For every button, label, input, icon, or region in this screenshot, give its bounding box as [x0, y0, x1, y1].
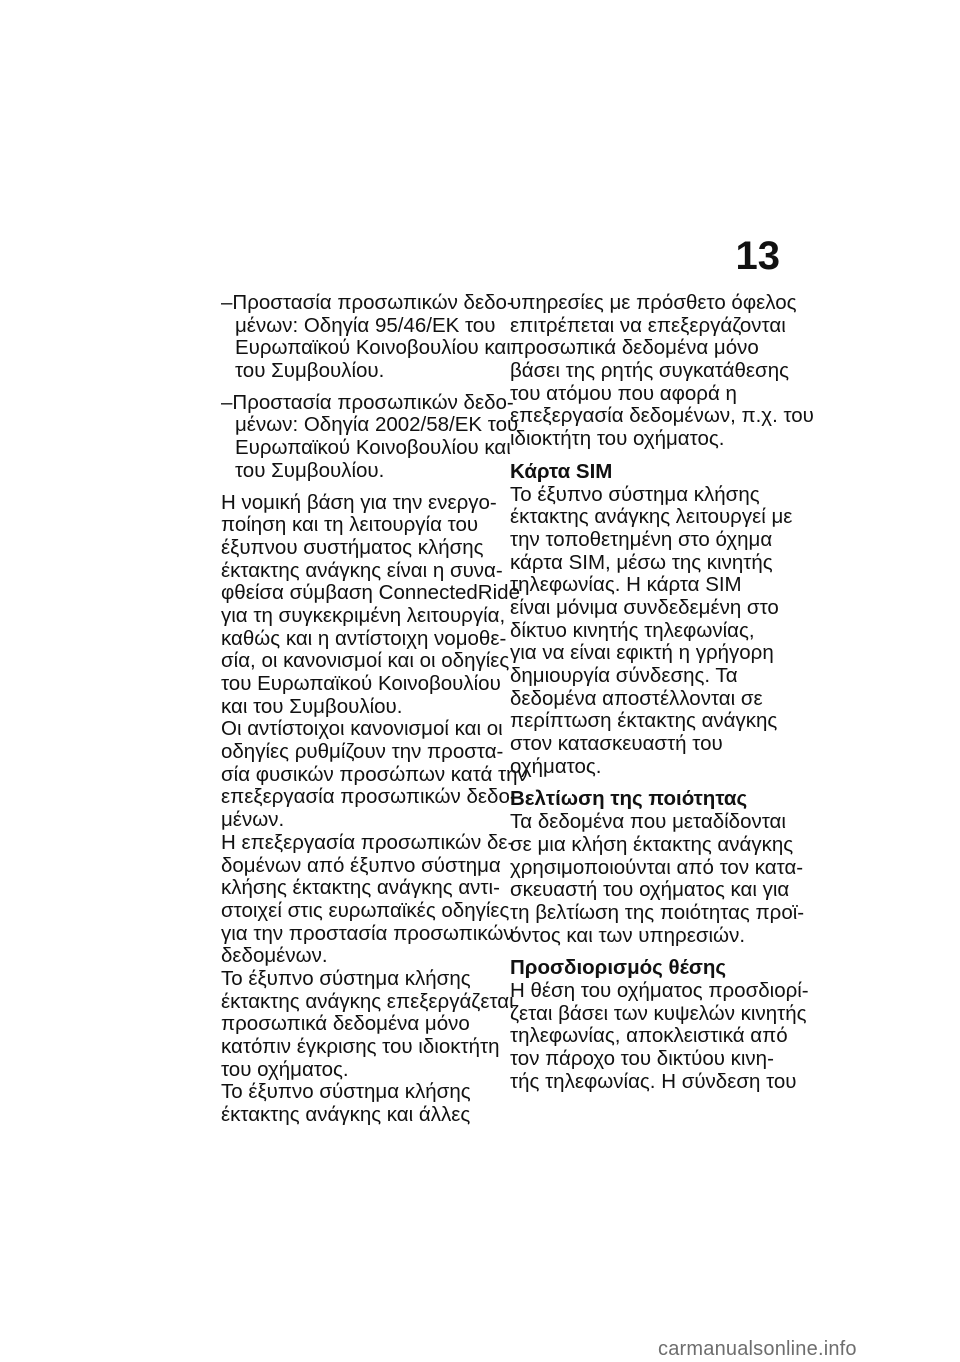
text-line: έκτακτης ανάγκης είναι η συνα- [221, 558, 503, 582]
text-line: του οχήματος. [221, 1057, 349, 1081]
text-line: χρησιμοποιούνται από τον κατα- [510, 855, 804, 879]
text-line: Ευρωπαϊκού Κοινοβουλίου και [235, 336, 511, 360]
text-line: δεδομένων. [221, 944, 328, 968]
text-line: προσωπικά δεδομένα μόνο [221, 1012, 470, 1036]
text-line: στοιχεί στις ευρωπαϊκές οδηγίες [221, 898, 510, 922]
watermark: carmanualsonline.info [658, 1338, 857, 1360]
text-line: κάρτα SIM, μέσω της κινητής [510, 550, 773, 574]
text-line: καθώς και η αντίστοιχη νομοθε- [221, 626, 507, 650]
text-line: του Συμβουλίου. [235, 458, 385, 482]
text-line: μένων: Οδηγία 95/46/ΕΚ του [235, 313, 496, 337]
text-line: δημιουργία σύνδεσης. Τα [510, 664, 738, 687]
text-line: είναι μόνιμα συνδεδεμένη στο [510, 595, 779, 619]
text-line: μένων: Οδηγία 2002/58/ΕΚ του [235, 413, 519, 437]
section-heading-location: Προσδιορισμός θέσης [510, 956, 727, 980]
text-line: επιτρέπεται να επεξεργάζονται [510, 313, 786, 337]
section-heading-sim: Κάρτα SIM [510, 459, 613, 483]
text-line: υπηρεσίες με πρόσθετο όφελος [510, 291, 797, 314]
text-line: προσωπικά δεδομένα μόνο [510, 336, 759, 360]
text-line: ζεται βάσει των κυψελών κινητής [510, 1001, 807, 1025]
text-line: Το έξυπνο σύστημα κλήσης [221, 966, 471, 990]
consent-paragraph [510, 291, 814, 451]
text-line: περίπτωση έκτακτης ανάγκης [510, 709, 778, 733]
text-line: Η θέση του οχήματος προσδιορί- [510, 978, 809, 1002]
text-line: έκτακτης ανάγκης λειτουργεί με [510, 505, 793, 529]
text-line: –Προστασία προσωπικών δεδο- [221, 291, 514, 314]
left-column [221, 291, 528, 1127]
legal-basis-paragraph [221, 490, 528, 1127]
text-line: τής τηλεφωνίας. Η σύνδεση του [510, 1069, 797, 1093]
text-line: και του Συμβουλίου. [221, 694, 403, 718]
page-number: 13 [735, 234, 780, 278]
text-line: έξυπνου συστήματος κλήσης [221, 535, 484, 559]
quality-paragraph [510, 810, 805, 947]
text-line: τον πάροχο του δικτύου κινη- [510, 1047, 774, 1070]
text-line: ποίηση και τη λειτουργία του [221, 513, 479, 537]
text-line: δεδομένα αποστέλλονται σε [510, 686, 763, 710]
text-line: κλήσης έκτακτης ανάγκης αντι- [221, 876, 500, 900]
text-line: ιδιοκτήτη του οχήματος. [510, 427, 725, 451]
text-line: για την προστασία προσωπικών [221, 921, 514, 945]
text-line: για να είναι εφικτή η γρήγορη [510, 641, 774, 665]
location-paragraph [510, 978, 809, 1093]
text-line: έκτακτης ανάγκης επεξεργάζεται [221, 989, 514, 1013]
text-line: σκευαστή του οχήματος και για [510, 878, 790, 902]
text-line: δομένων από έξυπνο σύστημα [221, 853, 501, 877]
text-line: βάσει της ρητής συγκατάθεσης [510, 359, 789, 383]
bullet-item-1 [221, 291, 514, 383]
section-heading-quality: Βελτίωση της ποιότητας [510, 787, 748, 811]
text-line: Τα δεδομένα που μεταδίδονται [510, 810, 786, 834]
text-line: σία φυσικών προσώπων κατά την [221, 762, 528, 786]
text-line: για τη συγκεκριμένη λειτουργία, [221, 603, 506, 627]
text-line: έκτακτης ανάγκης και άλλες [221, 1103, 471, 1127]
right-column [510, 291, 814, 1093]
text-line: του ατόμου που αφορά η [510, 381, 737, 405]
text-line: μένων. [221, 808, 285, 832]
text-line: του Ευρωπαϊκού Κοινοβουλίου [221, 672, 501, 695]
text-line: φθείσα σύμβαση ConnectedRide [221, 581, 520, 605]
text-line: σία, οι κανονισμοί και οι οδηγίες [221, 649, 510, 673]
text-line: τη βελτίωση της ποιότητας προϊ- [510, 900, 805, 924]
text-line: επεξεργασία δεδομένων, π.χ. του [510, 404, 814, 428]
text-line: επεξεργασία προσωπικών δεδο- [221, 785, 517, 809]
text-line: Το έξυπνο σύστημα κλήσης [510, 482, 760, 506]
text-line: οδηγίες ρυθμίζουν την προστα- [221, 740, 504, 764]
text-line: σε μια κλήση έκτακτης ανάγκης [510, 832, 794, 856]
text-line: Η επεξεργασία προσωπικών δε- [221, 830, 515, 854]
text-line: δίκτυο κινητής τηλεφωνίας, [510, 618, 755, 642]
text-line: οχήματος. [510, 754, 602, 778]
text-line: όντος και των υπηρεσιών. [510, 923, 746, 947]
text-line: Ευρωπαϊκού Κοινοβουλίου και [235, 436, 511, 460]
text-line: Οι αντίστοιχοι κανονισμοί και οι [221, 717, 503, 741]
text-line: στον κατασκευαστή του [510, 732, 723, 756]
sim-paragraph [510, 482, 793, 779]
text-line: τηλεφωνίας, αποκλειστικά από [510, 1024, 788, 1048]
text-line: Το έξυπνο σύστημα κλήσης [221, 1080, 471, 1104]
bullet-item-2 [221, 390, 519, 483]
text-line: Η νομική βάση για την ενεργο- [221, 490, 497, 514]
text-line: την τοποθετημένη στο όχημα [510, 527, 773, 551]
text-line: κατόπιν έγκρισης του ιδιοκτήτη [221, 1035, 500, 1058]
text-line: του Συμβουλίου. [235, 359, 385, 383]
text-line: –Προστασία προσωπικών δεδο- [221, 390, 514, 414]
text-line: τηλεφωνίας. Η κάρτα SIM [510, 573, 742, 597]
